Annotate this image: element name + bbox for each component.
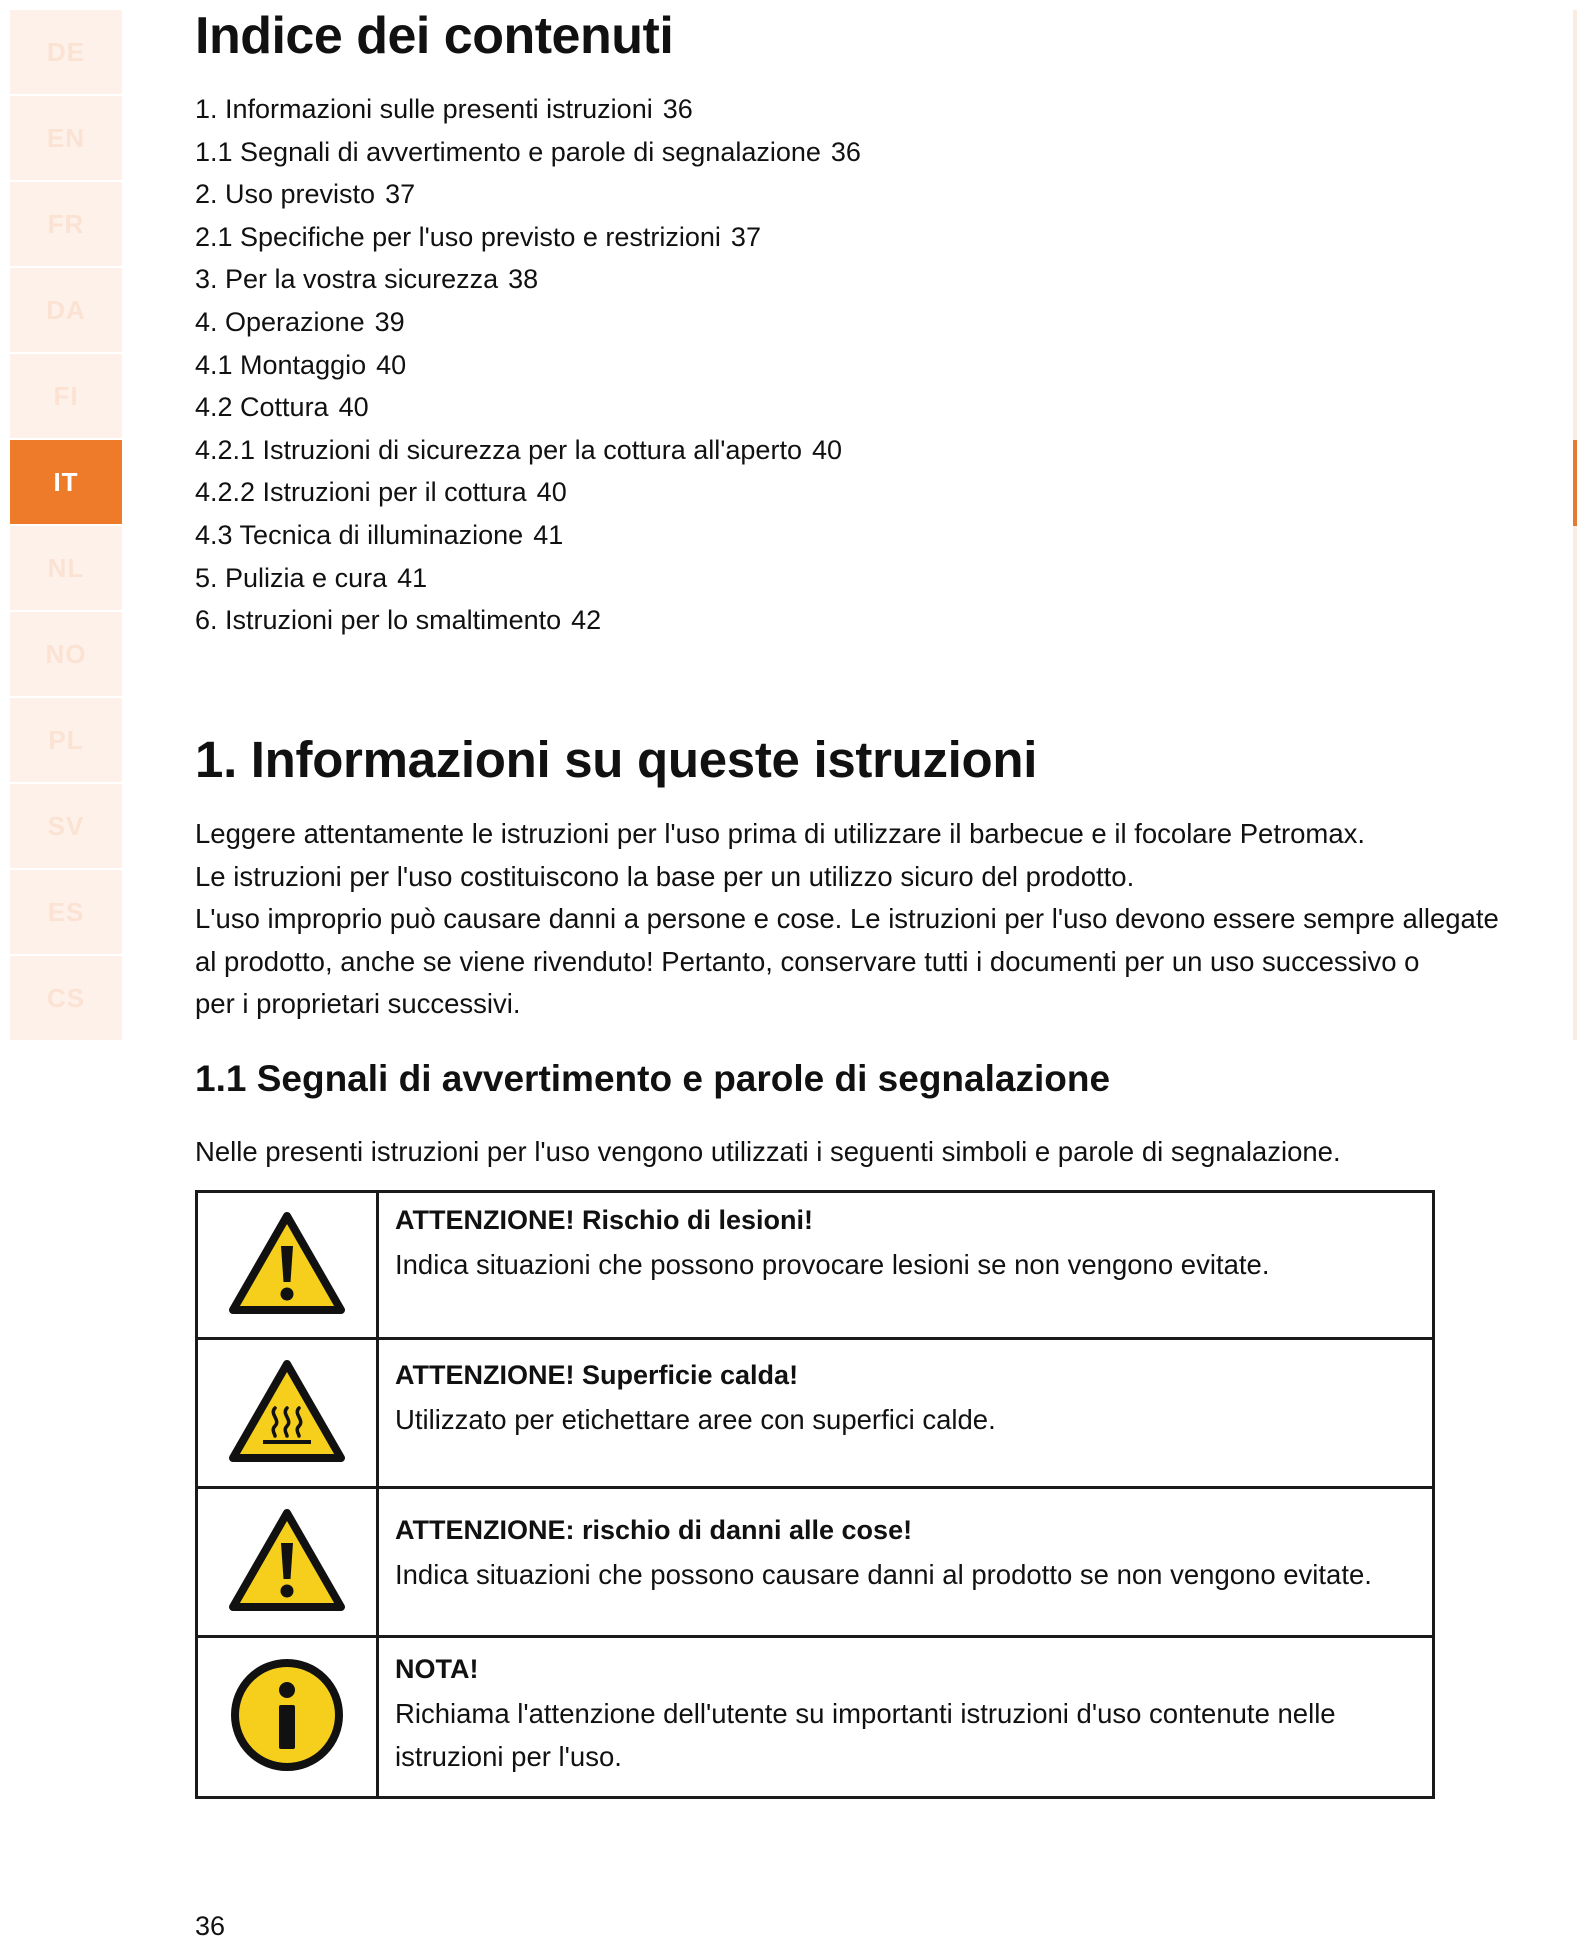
toc-item-label: 3. Per la vostra sicurezza [195, 264, 499, 295]
toc-item-label: 2. Uso previsto [195, 179, 376, 210]
toc-item-page: 40 [536, 477, 567, 508]
paragraph-line: Le istruzioni per l'uso costituiscono la base per un utilizzo sicuro del prodotto. [195, 860, 1135, 892]
toc-item[interactable] [195, 599, 861, 642]
sign-text-cell [378, 1488, 1434, 1637]
right-edge-active-marker [1573, 440, 1577, 526]
toc-item[interactable] [195, 386, 861, 429]
lang-tab-fr[interactable]: FR [10, 182, 122, 266]
toc-item-label: 4.2 Cottura [195, 392, 329, 423]
lang-tab-it[interactable]: IT [10, 440, 122, 524]
toc-item-label: 2.1 Specifiche per l'uso previsto e restrizioni [195, 221, 721, 252]
paragraph-line: per i proprietari successivi. [195, 988, 521, 1020]
toc-item[interactable] [195, 258, 861, 301]
sign-title: ATTENZIONE! Superficie calda! [395, 1360, 799, 1390]
section-1-1-heading: 1.1 Segnali di avvertimento e parole di segnalazione [195, 1058, 1111, 1099]
toc-item-page: 39 [374, 306, 405, 337]
page-number: 36 [195, 1911, 226, 1941]
sign-description: Indica situazioni che possono provocare lesioni se non vengono evitate. [395, 1249, 1270, 1280]
toc-item-page: 37 [730, 221, 761, 252]
toc-item[interactable] [195, 471, 861, 514]
sign-description: Indica situazioni che possono causare danni al prodotto se non vengono evitate. [395, 1559, 1372, 1590]
toc-item-page: 41 [397, 562, 428, 593]
toc-item-label: 4.3 Tecnica di illuminazione [195, 519, 524, 550]
info-icon [229, 1657, 345, 1773]
warning-exclamation-icon [227, 1210, 347, 1316]
lang-tab-sv[interactable]: SV [10, 784, 122, 868]
toc-item[interactable] [195, 557, 861, 600]
lang-tab-cs[interactable]: CS [10, 956, 122, 1040]
section-1-paragraph [195, 813, 1499, 1026]
sign-title: ATTENZIONE! Rischio di lesioni! [395, 1205, 814, 1235]
section-1-heading: 1. Informazioni su queste istruzioni [195, 731, 1038, 788]
toc-item[interactable] [195, 131, 861, 174]
icon-cell [197, 1488, 378, 1637]
section-1-1-lead: Nelle presenti istruzioni per l'uso vengono utilizzati i seguenti simboli e parole di segnalazione. [195, 1136, 1341, 1167]
sign-text-cell [378, 1192, 1434, 1339]
toc-item-page: 42 [571, 605, 602, 636]
toc-item-page: 36 [830, 136, 861, 167]
toc-item[interactable] [195, 344, 861, 387]
lang-tab-fi[interactable]: FI [10, 354, 122, 438]
lang-tab-nl[interactable]: NL [10, 526, 122, 610]
lang-tab-da[interactable]: DA [10, 268, 122, 352]
sign-description: Richiama l'attenzione dell'utente su importanti istruzioni d'uso contenute nelle istruzioni per l'uso. [395, 1698, 1336, 1772]
toc-list [195, 88, 861, 642]
toc-item-page: 36 [662, 94, 693, 124]
toc-item-page: 37 [385, 179, 416, 210]
icon-cell [197, 1339, 378, 1488]
sign-description: Utilizzato per etichettare aree con superfici calde. [395, 1404, 996, 1435]
hot-surface-icon [227, 1358, 347, 1464]
paragraph-line: Leggere attentamente le istruzioni per l'uso prima di utilizzare il barbecue e il focolare Petromax. [195, 818, 1366, 849]
paragraph-line: al prodotto, anche se viene rivenduto! Pertanto, conservare tutti i documenti per un uso successivo o [195, 945, 1420, 977]
toc-item-page: 40 [338, 392, 369, 423]
toc-item-label: 5. Pulizia e cura [195, 562, 388, 593]
toc-item-page: 38 [508, 264, 539, 295]
sign-text-cell [378, 1637, 1434, 1798]
table-row [197, 1192, 1434, 1339]
table-row [197, 1339, 1434, 1488]
toc-item[interactable] [195, 88, 861, 131]
toc-item-label: 4.2.1 Istruzioni di sicurezza per la cottura all'aperto [195, 434, 802, 465]
toc-item[interactable] [195, 301, 861, 344]
paragraph-line: L'uso improprio può causare danni a persone e cose. Le istruzioni per l'uso devono essere sempre allegate [195, 903, 1499, 935]
toc-item-label: 1. Informazioni sulle presenti istruzioni [195, 94, 653, 124]
sign-title: NOTA! [395, 1654, 479, 1684]
toc-item-label: 1.1 Segnali di avvertimento e parole di segnalazione [195, 136, 821, 167]
toc-item-label: 4.2.2 Istruzioni per il cottura [195, 477, 527, 508]
toc-item-label: 4.1 Montaggio [195, 349, 367, 380]
toc-item[interactable] [195, 429, 861, 472]
warning-signs-table [195, 1190, 1435, 1799]
toc-item[interactable] [195, 216, 861, 259]
icon-cell [197, 1192, 378, 1339]
toc-item-label: 4. Operazione [195, 306, 365, 337]
toc-item[interactable] [195, 514, 861, 557]
lang-tab-en[interactable]: EN [10, 96, 122, 180]
table-row [197, 1637, 1434, 1798]
language-tabs [10, 10, 122, 1042]
warning-exclamation-icon [227, 1507, 347, 1613]
lang-tab-pl[interactable]: PL [10, 698, 122, 782]
toc-title: Indice dei contenuti [195, 7, 674, 65]
toc-item[interactable] [195, 173, 861, 216]
lang-tab-es[interactable]: ES [10, 870, 122, 954]
table-row [197, 1488, 1434, 1637]
lang-tab-de[interactable]: DE [10, 10, 122, 94]
toc-item-page: 41 [533, 519, 564, 550]
sign-title: ATTENZIONE: rischio di danni alle cose! [395, 1515, 913, 1545]
sign-text-cell [378, 1339, 1434, 1488]
toc-item-page: 40 [811, 434, 843, 465]
lang-tab-no[interactable]: NO [10, 612, 122, 696]
toc-item-label: 6. Istruzioni per lo smaltimento [195, 605, 562, 636]
toc-item-page: 40 [376, 349, 407, 380]
icon-cell [197, 1637, 378, 1798]
